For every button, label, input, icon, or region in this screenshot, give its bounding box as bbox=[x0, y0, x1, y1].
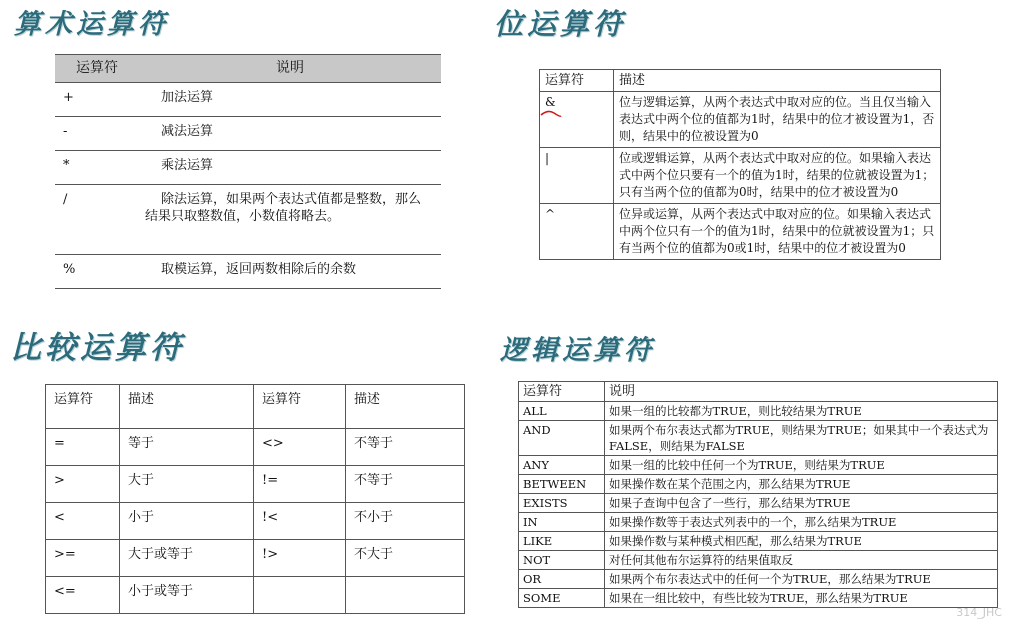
logic-operator: NOT bbox=[519, 551, 605, 570]
logic-table bbox=[518, 381, 998, 608]
cmp-operator: !> bbox=[254, 540, 346, 577]
cmp-desc: 不等于 bbox=[346, 466, 465, 503]
cmp-operator: !< bbox=[254, 503, 346, 540]
logic-desc: 如果两个布尔表达式中的任何一个为TRUE，那么结果为TRUE bbox=[605, 570, 998, 589]
bit-header-row bbox=[540, 70, 941, 92]
logic-desc: 如果操作数与某种模式相匹配，那么结果为TRUE bbox=[605, 532, 998, 551]
watermark: 314_JHC bbox=[956, 606, 1002, 619]
cmp-operator: > bbox=[46, 466, 120, 503]
table-row bbox=[519, 402, 998, 421]
logic-desc: 如果子查询中包含了一些行，那么结果为TRUE bbox=[605, 494, 998, 513]
arith-operator: % bbox=[55, 255, 139, 289]
table-row bbox=[55, 255, 441, 289]
arith-title: 算术运算符 bbox=[14, 9, 169, 40]
cmp-title: 比较运算符 bbox=[10, 330, 185, 366]
table-row bbox=[519, 513, 998, 532]
table-row bbox=[46, 540, 465, 577]
arith-desc: 加法运算 bbox=[139, 83, 441, 117]
table-row bbox=[519, 494, 998, 513]
cmp-operator: = bbox=[46, 429, 120, 466]
cmp-header-desc: 描述 bbox=[120, 385, 254, 429]
table-row bbox=[55, 151, 441, 185]
table-row bbox=[55, 185, 441, 255]
logic-title: 逻辑运算符 bbox=[500, 335, 655, 366]
arith-desc: 取模运算，返回两数相除后的余数 bbox=[139, 255, 441, 289]
logic-operator: BETWEEN bbox=[519, 475, 605, 494]
logic-header-operator: 运算符 bbox=[519, 382, 605, 402]
arith-operator: - bbox=[55, 117, 139, 151]
bit-header-desc: 描述 bbox=[614, 70, 941, 92]
bit-operator: | bbox=[540, 148, 614, 204]
cmp-desc: 不大于 bbox=[346, 540, 465, 577]
table-row bbox=[519, 456, 998, 475]
bit-operator: & bbox=[540, 92, 614, 148]
logic-operator: ANY bbox=[519, 456, 605, 475]
cmp-desc: 不小于 bbox=[346, 503, 465, 540]
logic-desc: 如果两个布尔表达式都为TRUE，则结果为TRUE；如果其中一个表达式为FALSE，则结果为FALSE bbox=[605, 421, 998, 456]
arith-header-operator: 运算符 bbox=[55, 55, 139, 83]
table-row bbox=[519, 421, 998, 456]
cmp-header-row bbox=[46, 385, 465, 429]
cmp-desc: 大于 bbox=[120, 466, 254, 503]
cmp-table bbox=[45, 384, 465, 614]
arith-header-row bbox=[55, 55, 441, 83]
cmp-operator: >= bbox=[46, 540, 120, 577]
logic-desc: 对任何其他布尔运算符的结果值取反 bbox=[605, 551, 998, 570]
cmp-desc: 大于或等于 bbox=[120, 540, 254, 577]
table-row bbox=[540, 148, 941, 204]
cmp-operator bbox=[254, 577, 346, 614]
table-row bbox=[540, 204, 941, 260]
logic-desc: 如果一组的比较都为TRUE，则比较结果为TRUE bbox=[605, 402, 998, 421]
table-row bbox=[46, 503, 465, 540]
cmp-header-desc-2: 描述 bbox=[346, 385, 465, 429]
table-row bbox=[540, 92, 941, 148]
cmp-operator: <= bbox=[46, 577, 120, 614]
logic-header-desc: 说明 bbox=[605, 382, 998, 402]
logic-operator: OR bbox=[519, 570, 605, 589]
cmp-header-operator: 运算符 bbox=[46, 385, 120, 429]
logic-operator: LIKE bbox=[519, 532, 605, 551]
cmp-operator: != bbox=[254, 466, 346, 503]
logic-operator: AND bbox=[519, 421, 605, 456]
table-row bbox=[46, 466, 465, 503]
table-row bbox=[519, 589, 998, 608]
table-row bbox=[519, 475, 998, 494]
logic-desc: 如果在一组比较中，有些比较为TRUE，那么结果为TRUE bbox=[605, 589, 998, 608]
table-row bbox=[55, 83, 441, 117]
bit-header-operator: 运算符 bbox=[540, 70, 614, 92]
logic-desc: 如果操作数等于表达式列表中的一个，那么结果为TRUE bbox=[605, 513, 998, 532]
table-row bbox=[519, 532, 998, 551]
table-row bbox=[519, 551, 998, 570]
table-row bbox=[46, 429, 465, 466]
cmp-desc: 等于 bbox=[120, 429, 254, 466]
arith-operator: + bbox=[55, 83, 139, 117]
bit-desc: 位或逻辑运算，从两个表达式中取对应的位。如果输入表达式中两个位只要有一个的值为1时，结果的位就被设置为1；只有当两个位的值都为0时，结果中的位才被设置为0 bbox=[614, 148, 941, 204]
arith-header-desc: 说明 bbox=[139, 55, 441, 83]
table-row bbox=[519, 570, 998, 589]
logic-operator: ALL bbox=[519, 402, 605, 421]
arith-table bbox=[55, 54, 441, 289]
arith-operator: * bbox=[55, 151, 139, 185]
cmp-desc: 小于或等于 bbox=[120, 577, 254, 614]
table-row bbox=[46, 577, 465, 614]
cmp-header-operator-2: 运算符 bbox=[254, 385, 346, 429]
arith-desc: 乘法运算 bbox=[139, 151, 441, 185]
bit-table bbox=[539, 69, 941, 260]
cmp-operator: < bbox=[46, 503, 120, 540]
arith-desc: 除法运算，如果两个表达式值都是整数，那么结果只取整数值，小数值将略去。 bbox=[139, 185, 441, 255]
cmp-desc: 小于 bbox=[120, 503, 254, 540]
logic-desc: 如果一组的比较中任何一个为TRUE，则结果为TRUE bbox=[605, 456, 998, 475]
logic-header-row bbox=[519, 382, 998, 402]
cmp-operator: <> bbox=[254, 429, 346, 466]
logic-operator: EXISTS bbox=[519, 494, 605, 513]
red-underline-annotation-icon bbox=[540, 108, 562, 118]
arith-desc: 减法运算 bbox=[139, 117, 441, 151]
bit-title: 位运算符 bbox=[494, 7, 627, 41]
bit-desc: 位与逻辑运算，从两个表达式中取对应的位。当且仅当输入表达式中两个位的值都为1时，结果中的位才被设置为1，否则，结果中的位被设置为0 bbox=[614, 92, 941, 148]
cmp-desc: 不等于 bbox=[346, 429, 465, 466]
arith-operator: / bbox=[55, 185, 139, 255]
cmp-desc bbox=[346, 577, 465, 614]
logic-desc: 如果操作数在某个范围之内，那么结果为TRUE bbox=[605, 475, 998, 494]
logic-operator: SOME bbox=[519, 589, 605, 608]
bit-desc: 位异或运算，从两个表达式中取对应的位。如果输入表达式中两个位只有一个的值为1时，结果中的位就被设置为1；只有当两个位的值都为0或1时，结果中的位才被设置为0 bbox=[614, 204, 941, 260]
bit-operator: ^ bbox=[540, 204, 614, 260]
logic-operator: IN bbox=[519, 513, 605, 532]
table-row bbox=[55, 117, 441, 151]
